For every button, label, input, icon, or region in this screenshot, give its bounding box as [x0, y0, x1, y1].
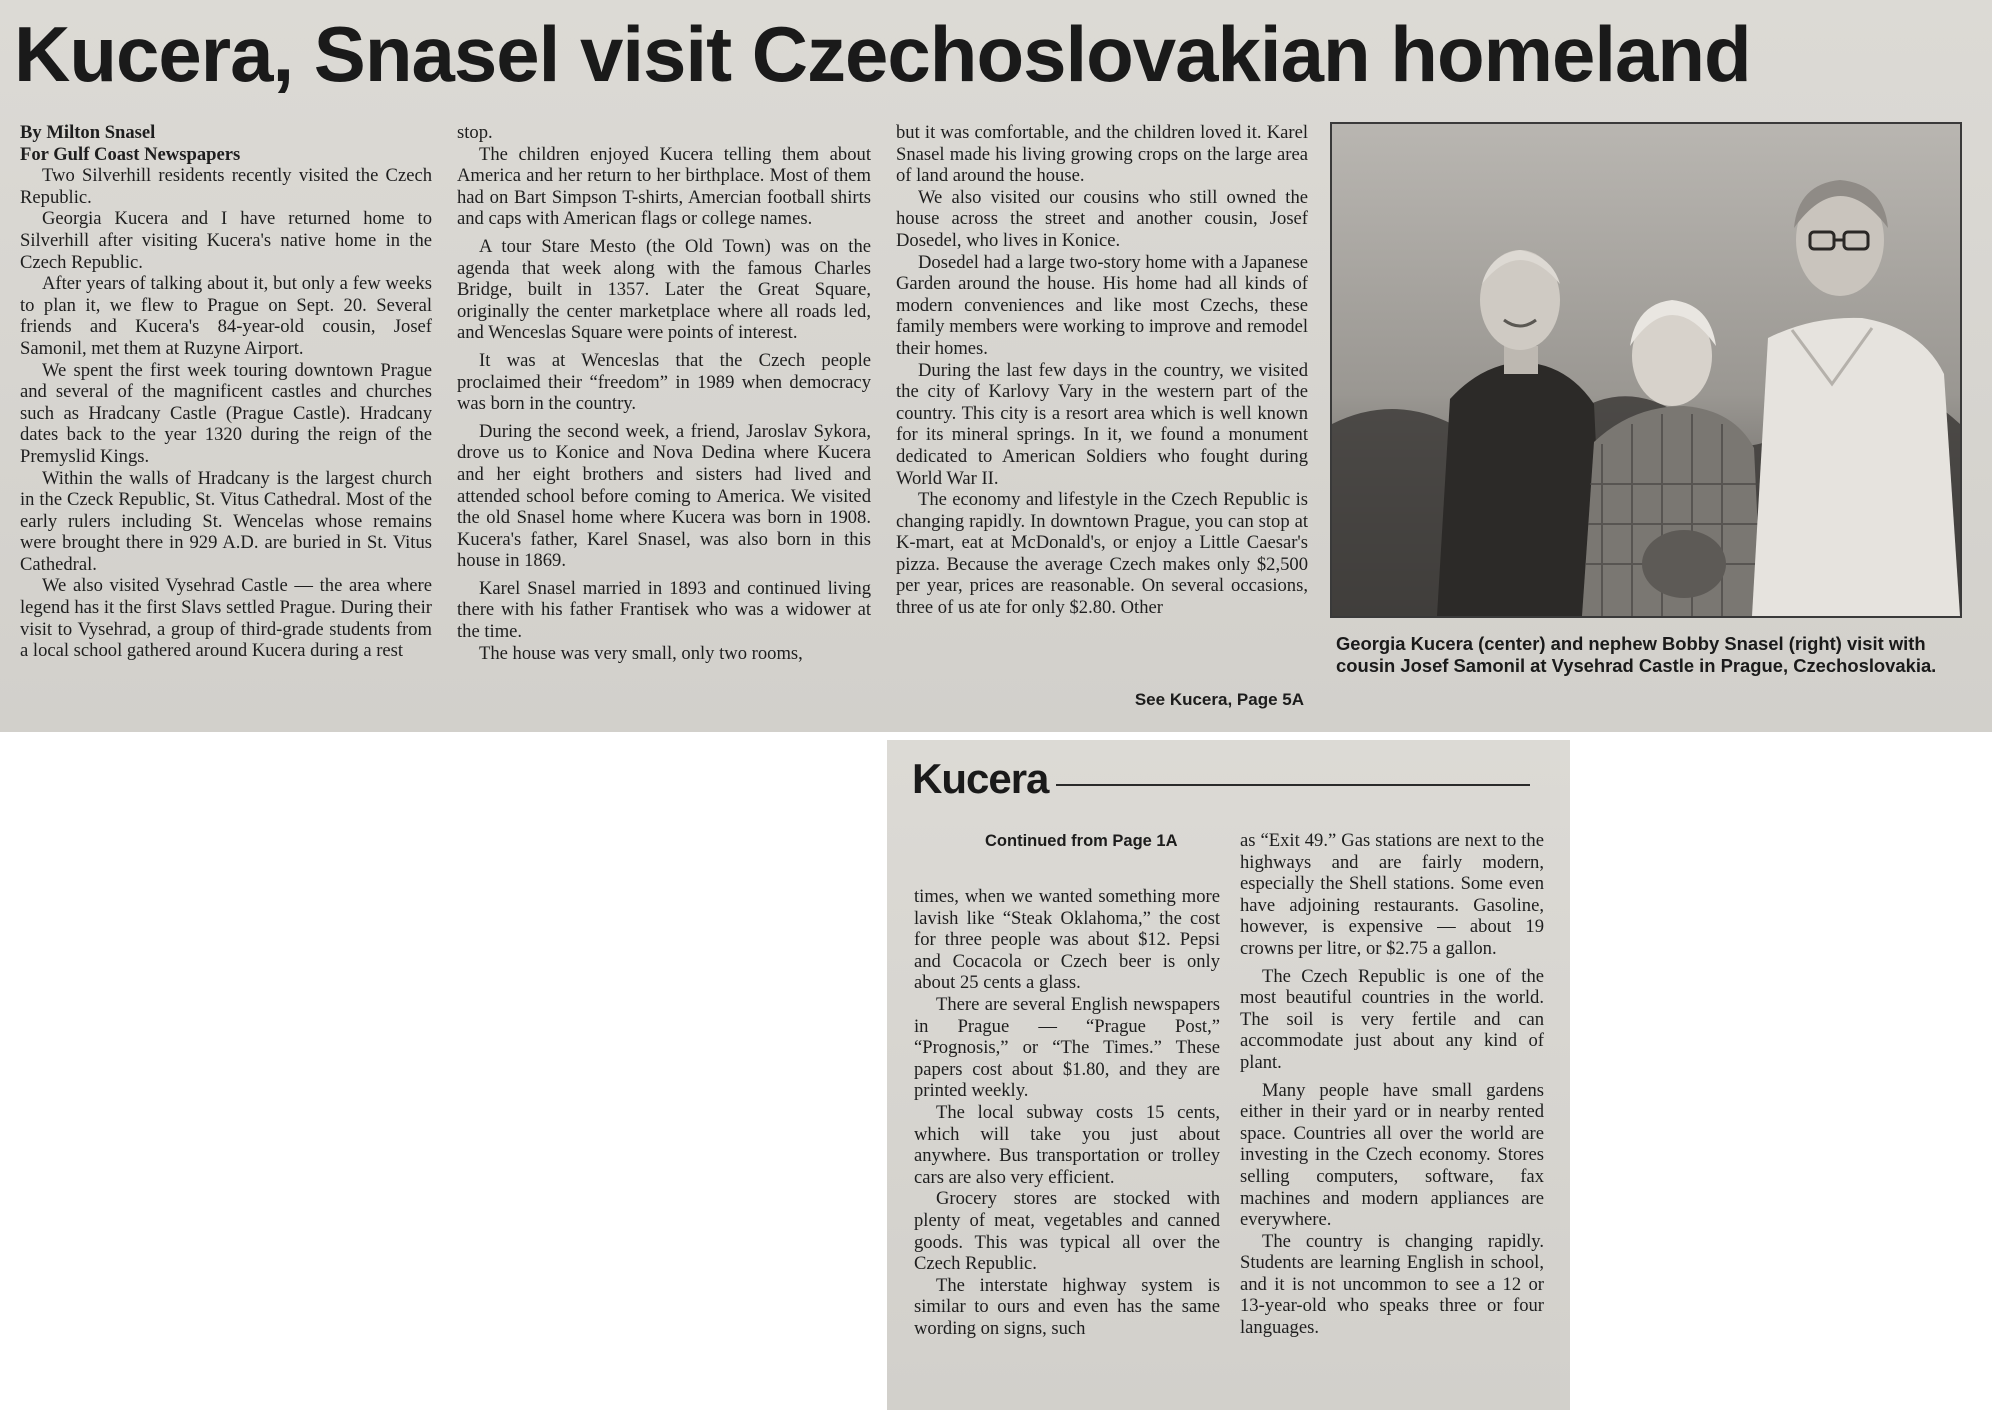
paragraph: The children enjoyed Kucera telling them about America and her return to her birthplace. Most of them had on Bart Simpson T-shirts, Amercian football shirts and caps with American flags or college names.	[457, 143, 871, 230]
paragraph: The interstate highway system is similar to ours and even has the same wording on signs, such	[914, 1274, 1220, 1339]
byline: By Milton Snasel	[20, 122, 156, 143]
byline-affiliation: For Gulf Coast Newspapers	[20, 143, 241, 165]
paragraph: The local subway costs 15 cents, which will take you just about anywhere. Bus transportation or trolley cars are also very efficient.	[914, 1101, 1220, 1188]
continuation-column-1	[914, 886, 1220, 1339]
paragraph: The Czech Republic is one of the most beautiful countries in the world. The soil is very fertile and can accommodate just about any kind of plant.	[1240, 965, 1544, 1073]
paragraph: We also visited our cousins who still owned the house across the street and another cousin, Josef Dosedel, who lives in Konice.	[896, 186, 1308, 251]
continuation-clipping	[887, 740, 1570, 1410]
paragraph: Karel Snasel married in 1893 and continued living there with his father Frantisek who was a widower at the time.	[457, 577, 871, 643]
article-column-2	[457, 122, 871, 664]
paragraph: as “Exit 49.” Gas stations are next to the highways and are fairly modern, especially the Shell stations. Some even have adjoining restaurants. Gasoline, however, is expensive — about 19 crowns per litre, or $2.75 a gallon.	[1240, 830, 1544, 959]
paragraph: The house was very small, only two rooms,	[479, 642, 803, 664]
photo-caption: Georgia Kucera (center) and nephew Bobby Snasel (right) visit with cousin Josef Samonil at Vysehrad Castle in Prague, Czechoslovakia.	[1336, 633, 1937, 676]
article-column-3	[896, 122, 1308, 619]
paragraph: Two Silverhill residents recently visited the Czech Republic.	[20, 165, 432, 208]
continuation-column-2	[1240, 830, 1544, 1339]
paragraph: The country is changing rapidly. Students are learning English in school, and it is not uncommon to see a 12 or 13-year-old who speaks three or four languages.	[1240, 1230, 1544, 1339]
kicker-rule	[1056, 784, 1530, 786]
headline: Kucera, Snasel visit Czechoslovakian homeland	[14, 10, 1751, 98]
paragraph: The economy and lifestyle in the Czech Republic is changing rapidly. In downtown Prague, you can stop at K-mart, eat at McDonald's, or enjoy a Little Caesar's pizza. Because the average Czech makes only $2,500 per year, prices are reasonable. On several occasions, three of us ate for only $2.80. Other	[896, 489, 1308, 619]
paragraph: It was at Wenceslas that the Czech people proclaimed their “freedom” in 1989 when democracy was born in the country.	[457, 349, 871, 415]
paragraph: After years of talking about it, but only a few weeks to plan it, we flew to Prague on Sept. 20. Several friends and Kucera's 84-year-old cousin, Josef Samonil, met them at Ruzyne Airport.	[20, 273, 432, 359]
paragraph: times, when we wanted something more lavish like “Steak Oklahoma,” the cost for three people was about $12. Pepsi and Cocacola or Czech beer is only about 25 cents a glass.	[914, 886, 1220, 994]
paragraph: Grocery stores are stocked with plenty of meat, vegetables and canned goods. This was typical all over the Czech Republic.	[914, 1188, 1220, 1275]
paragraph: During the last few days in the country, we visited the city of Karlovy Vary in the western part of the country. This city is a resort area which is well known for its mineral springs. In it, we found a monument dedicated to American Soldiers who fought during World War II.	[896, 359, 1308, 489]
paragraph: Within the walls of Hradcany is the largest church in the Czeck Republic, St. Vitus Cathedral. Most of the early rulers including St. Wencelas whose remains were brought there in 929 A.D. are buried in St. Vitus Cathedral.	[20, 467, 432, 575]
news-photo	[1330, 122, 1962, 618]
paragraph: Dosedel had a large two-story home with a Japanese Garden around the house. His home had all kinds of modern conveniences and like most Czechs, these family members were working to improve and remodel their homes.	[896, 251, 1309, 359]
photo-illustration	[1332, 124, 1960, 616]
continued-from-line: Continued from Page 1A	[985, 832, 1178, 850]
paragraph: A tour Stare Mesto (the Old Town) was on the agenda that week along with the famous Charles Bridge, built in 1357. Later the Great Square, originally the center marketplace where all roads led, and Wenceslas Square were points of interest.	[457, 235, 871, 344]
paragraph: Georgia Kucera and I have returned home to Silverhill after visiting Kucera's native home in the Czech Republic.	[20, 208, 432, 273]
paragraph: but it was comfortable, and the children loved it. Karel Snasel made his living growing crops on the large area of land around the house.	[896, 122, 1308, 187]
paragraph: We also visited Vysehrad Castle — the area where legend has it the first Slavs settled Prague. During their visit to Vysehrad, a group of third-grade students from a local school gathered around Kucera during a rest	[20, 575, 432, 662]
article-column-1	[20, 122, 432, 662]
paragraph: stop.	[457, 122, 493, 143]
paragraph: Many people have small gardens either in their yard or in nearby rented space. Countries all over the world are investing in the Czech economy. Stores selling computers, software, fax machines and modern appliances are everywhere.	[1240, 1079, 1544, 1231]
jump-line: See Kucera, Page 5A	[1134, 690, 1304, 709]
continuation-kicker	[912, 754, 1542, 804]
paragraph: There are several English newspapers in Prague — “Prague Post,” “Prognosis,” or “The Times.” These papers cost about $1.80, and they are printed weekly.	[914, 993, 1220, 1102]
paragraph: We spent the first week touring downtown Prague and several of the magnificent castles and churches such as Hradcany Castle (Prague Castle). Hradcany dates back to the year 1320 during the reign of the Premyslid Kings.	[20, 359, 432, 467]
paragraph: During the second week, a friend, Jaroslav Sykora, drove us to Konice and Nova Dedina where Kucera and her eight brothers and sisters had lived and attended school before coming to America. We visited the old Snasel home where Kucera was born in 1908. Kucera's father, Karel Snasel, was also born in this house in 1869.	[457, 420, 871, 572]
kicker-title: Kucera	[912, 755, 1049, 802]
